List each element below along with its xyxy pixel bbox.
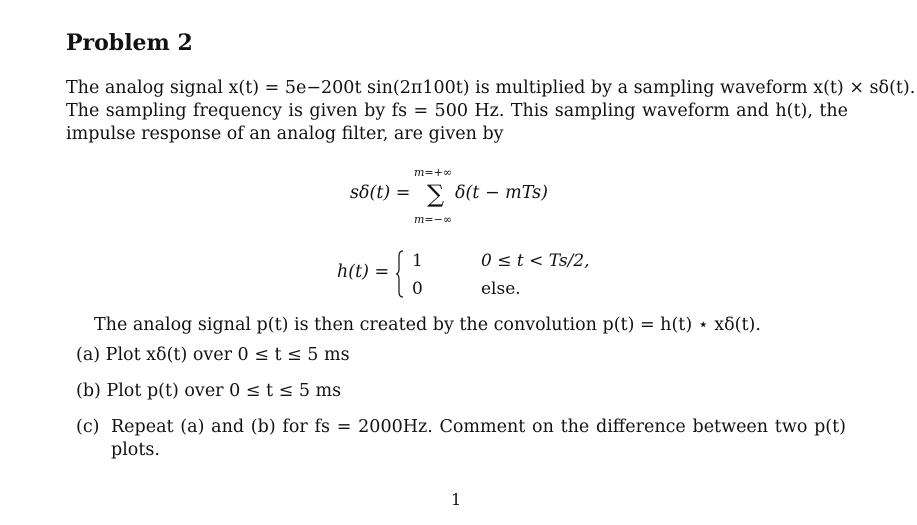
- intro-line-1: The analog signal x(t) = 5e−200t sin(2π100t) is multiplied by a sampling waveform x(t) × sδ(t).: [66, 78, 916, 98]
- sampling-equation-lhs: sδ(t) =: [350, 183, 411, 203]
- piecewise-value-1: 1: [412, 251, 423, 271]
- sum-upper-limit: m=+∞: [414, 166, 453, 179]
- part-a: [76, 345, 350, 365]
- filter-equation-lhs: h(t) =: [337, 262, 390, 282]
- page-number: 1: [451, 490, 462, 509]
- problem-intro: [66, 77, 916, 146]
- piecewise-condition-1: 0 ≤ t < Ts/2,: [481, 251, 590, 271]
- intro-line-2: The sampling frequency is given by fs = 500 Hz. This sampling waveform and h(t), the: [66, 101, 848, 121]
- part-b: [76, 381, 341, 401]
- part-b-text: Plot p(t) over 0 ≤ t ≤ 5 ms: [106, 381, 342, 401]
- piecewise-value-0: 0: [412, 279, 423, 299]
- piecewise-brace: [396, 250, 404, 298]
- convolution-text: The analog signal p(t) is then created by the convolution p(t) = h(t) ⋆ xδ(t).: [94, 315, 761, 335]
- piecewise-condition-0: else.: [481, 279, 521, 299]
- part-c: [76, 416, 846, 462]
- part-a-text: Plot xδ(t) over 0 ≤ t ≤ 5 ms: [105, 345, 350, 365]
- part-b-label: (b): [76, 381, 101, 401]
- sum-symbol: ∑: [427, 180, 445, 208]
- sum-lower-limit: m=−∞: [414, 213, 453, 226]
- intro-line-3: impulse response of an analog filter, are given by: [66, 124, 504, 144]
- part-a-label: (a): [76, 345, 101, 365]
- problem-heading: Problem 2: [66, 30, 193, 56]
- part-c-text: Repeat (a) and (b) for fs = 2000Hz. Comment on the difference between two p(t) plots.: [111, 417, 846, 460]
- part-c-label: (c): [76, 417, 100, 437]
- sum-body: δ(t − mTs): [455, 183, 548, 203]
